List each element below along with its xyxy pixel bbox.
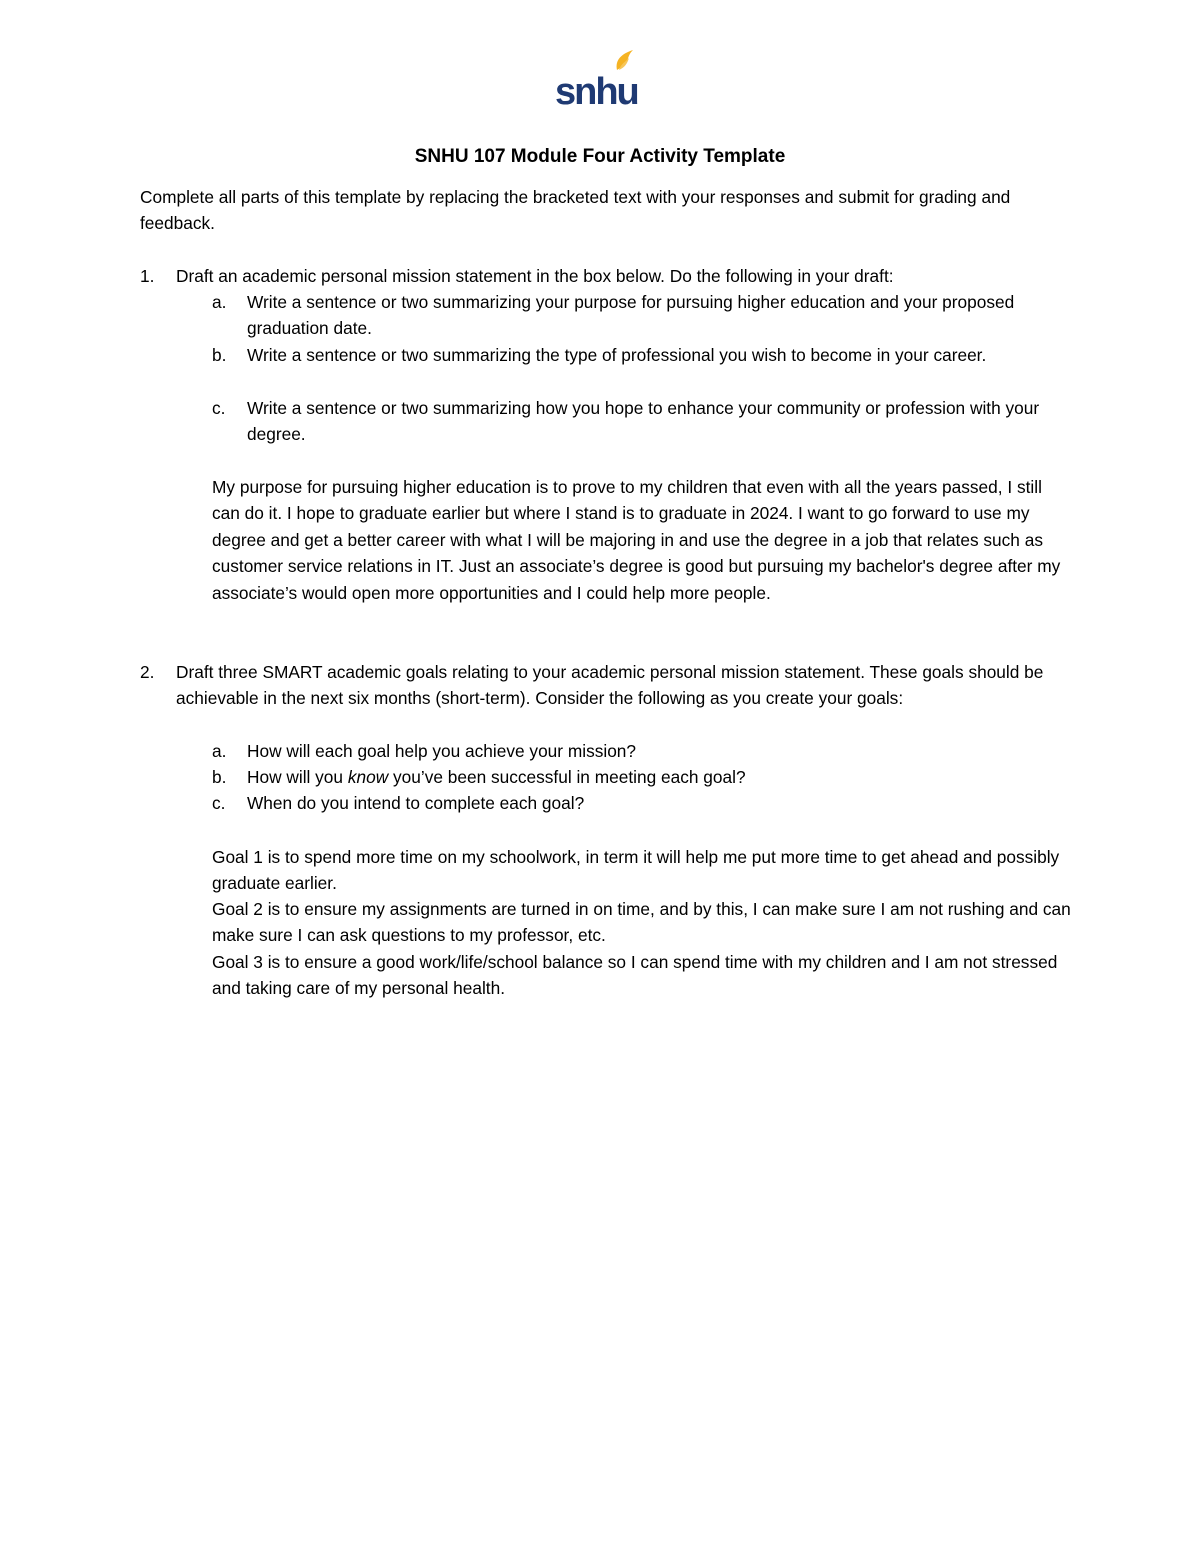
logo-flame-shape (617, 50, 633, 70)
q1-item-a-text: Write a sentence or two summarizing your purpose for pursuing higher education and your proposed graduation date. (247, 292, 1015, 339)
q2-item-b-marker: b. (212, 767, 227, 787)
q2-item-b-emphasis: know (347, 767, 389, 787)
q1-item-c-marker: c. (212, 398, 226, 418)
q1-number: 1. (140, 266, 155, 286)
q2-item-b-text (247, 764, 1057, 790)
snhu-logo (555, 48, 639, 108)
q2-number: 2. (140, 662, 155, 682)
snhu-logo-graphic (555, 48, 639, 108)
q2-item-c-marker: c. (212, 793, 226, 813)
q2-item-c-text: When do you intend to complete each goal? (247, 793, 585, 813)
q1-item-b-marker: b. (212, 345, 227, 365)
intro-paragraph: Complete all parts of this template by replacing the bracketed text with your responses and submit for grading and feedback. (140, 187, 1011, 234)
q2-item-b-text-after: you’ve been successful in meeting each goal? (388, 767, 746, 787)
q2-text: Draft three SMART academic goals relating to your academic personal mission statement. These goals should be achievable in the next six months (short-term). Consider the following as you create your goals: (176, 662, 1044, 709)
goal-1: Goal 1 is to spend more time on my schoolwork, in term it will help me put more time to get ahead and possibly graduate earlier. (212, 847, 1060, 894)
q2-item-a-marker: a. (212, 741, 227, 761)
q1-response: My purpose for pursuing higher education is to prove to my children that even with all the years passed, I still can do it. I hope to graduate earlier but where I stand is to graduate in 2024. I want to go forward to use my degree and get a better career with what I will be majoring in and use the degree in a job that relates such as customer service relations in IT. Just an associate’s degree is good but pursuing my bachelor's degree after my associate’s would open more opportunities and I could help more people. (212, 477, 1061, 603)
q1-text: Draft an academic personal mission statement in the box below. Do the following in your draft: (176, 266, 894, 286)
q1-item-b-text: Write a sentence or two summarizing the type of professional you wish to become in your career. (247, 345, 987, 365)
q1-item-a-marker: a. (212, 292, 227, 312)
q2-item-a-text: How will each goal help you achieve your mission? (247, 741, 637, 761)
document-title: SNHU 107 Module Four Activity Template (414, 146, 786, 167)
goal-3: Goal 3 is to ensure a good work/life/school balance so I can spend time with my children and I am not stressed and taking care of my personal health. (212, 952, 1058, 999)
q2-item-b-text-before: How will you (247, 767, 348, 787)
goal-2: Goal 2 is to ensure my assignments are turned in on time, and by this, I can make sure I am not rushing and can make sure I can ask questions to my professor, etc. (212, 899, 1071, 946)
q1-item-c-text: Write a sentence or two summarizing how you hope to enhance your community or profession with your degree. (247, 398, 1040, 445)
logo-wordmark: snhu (555, 71, 638, 108)
